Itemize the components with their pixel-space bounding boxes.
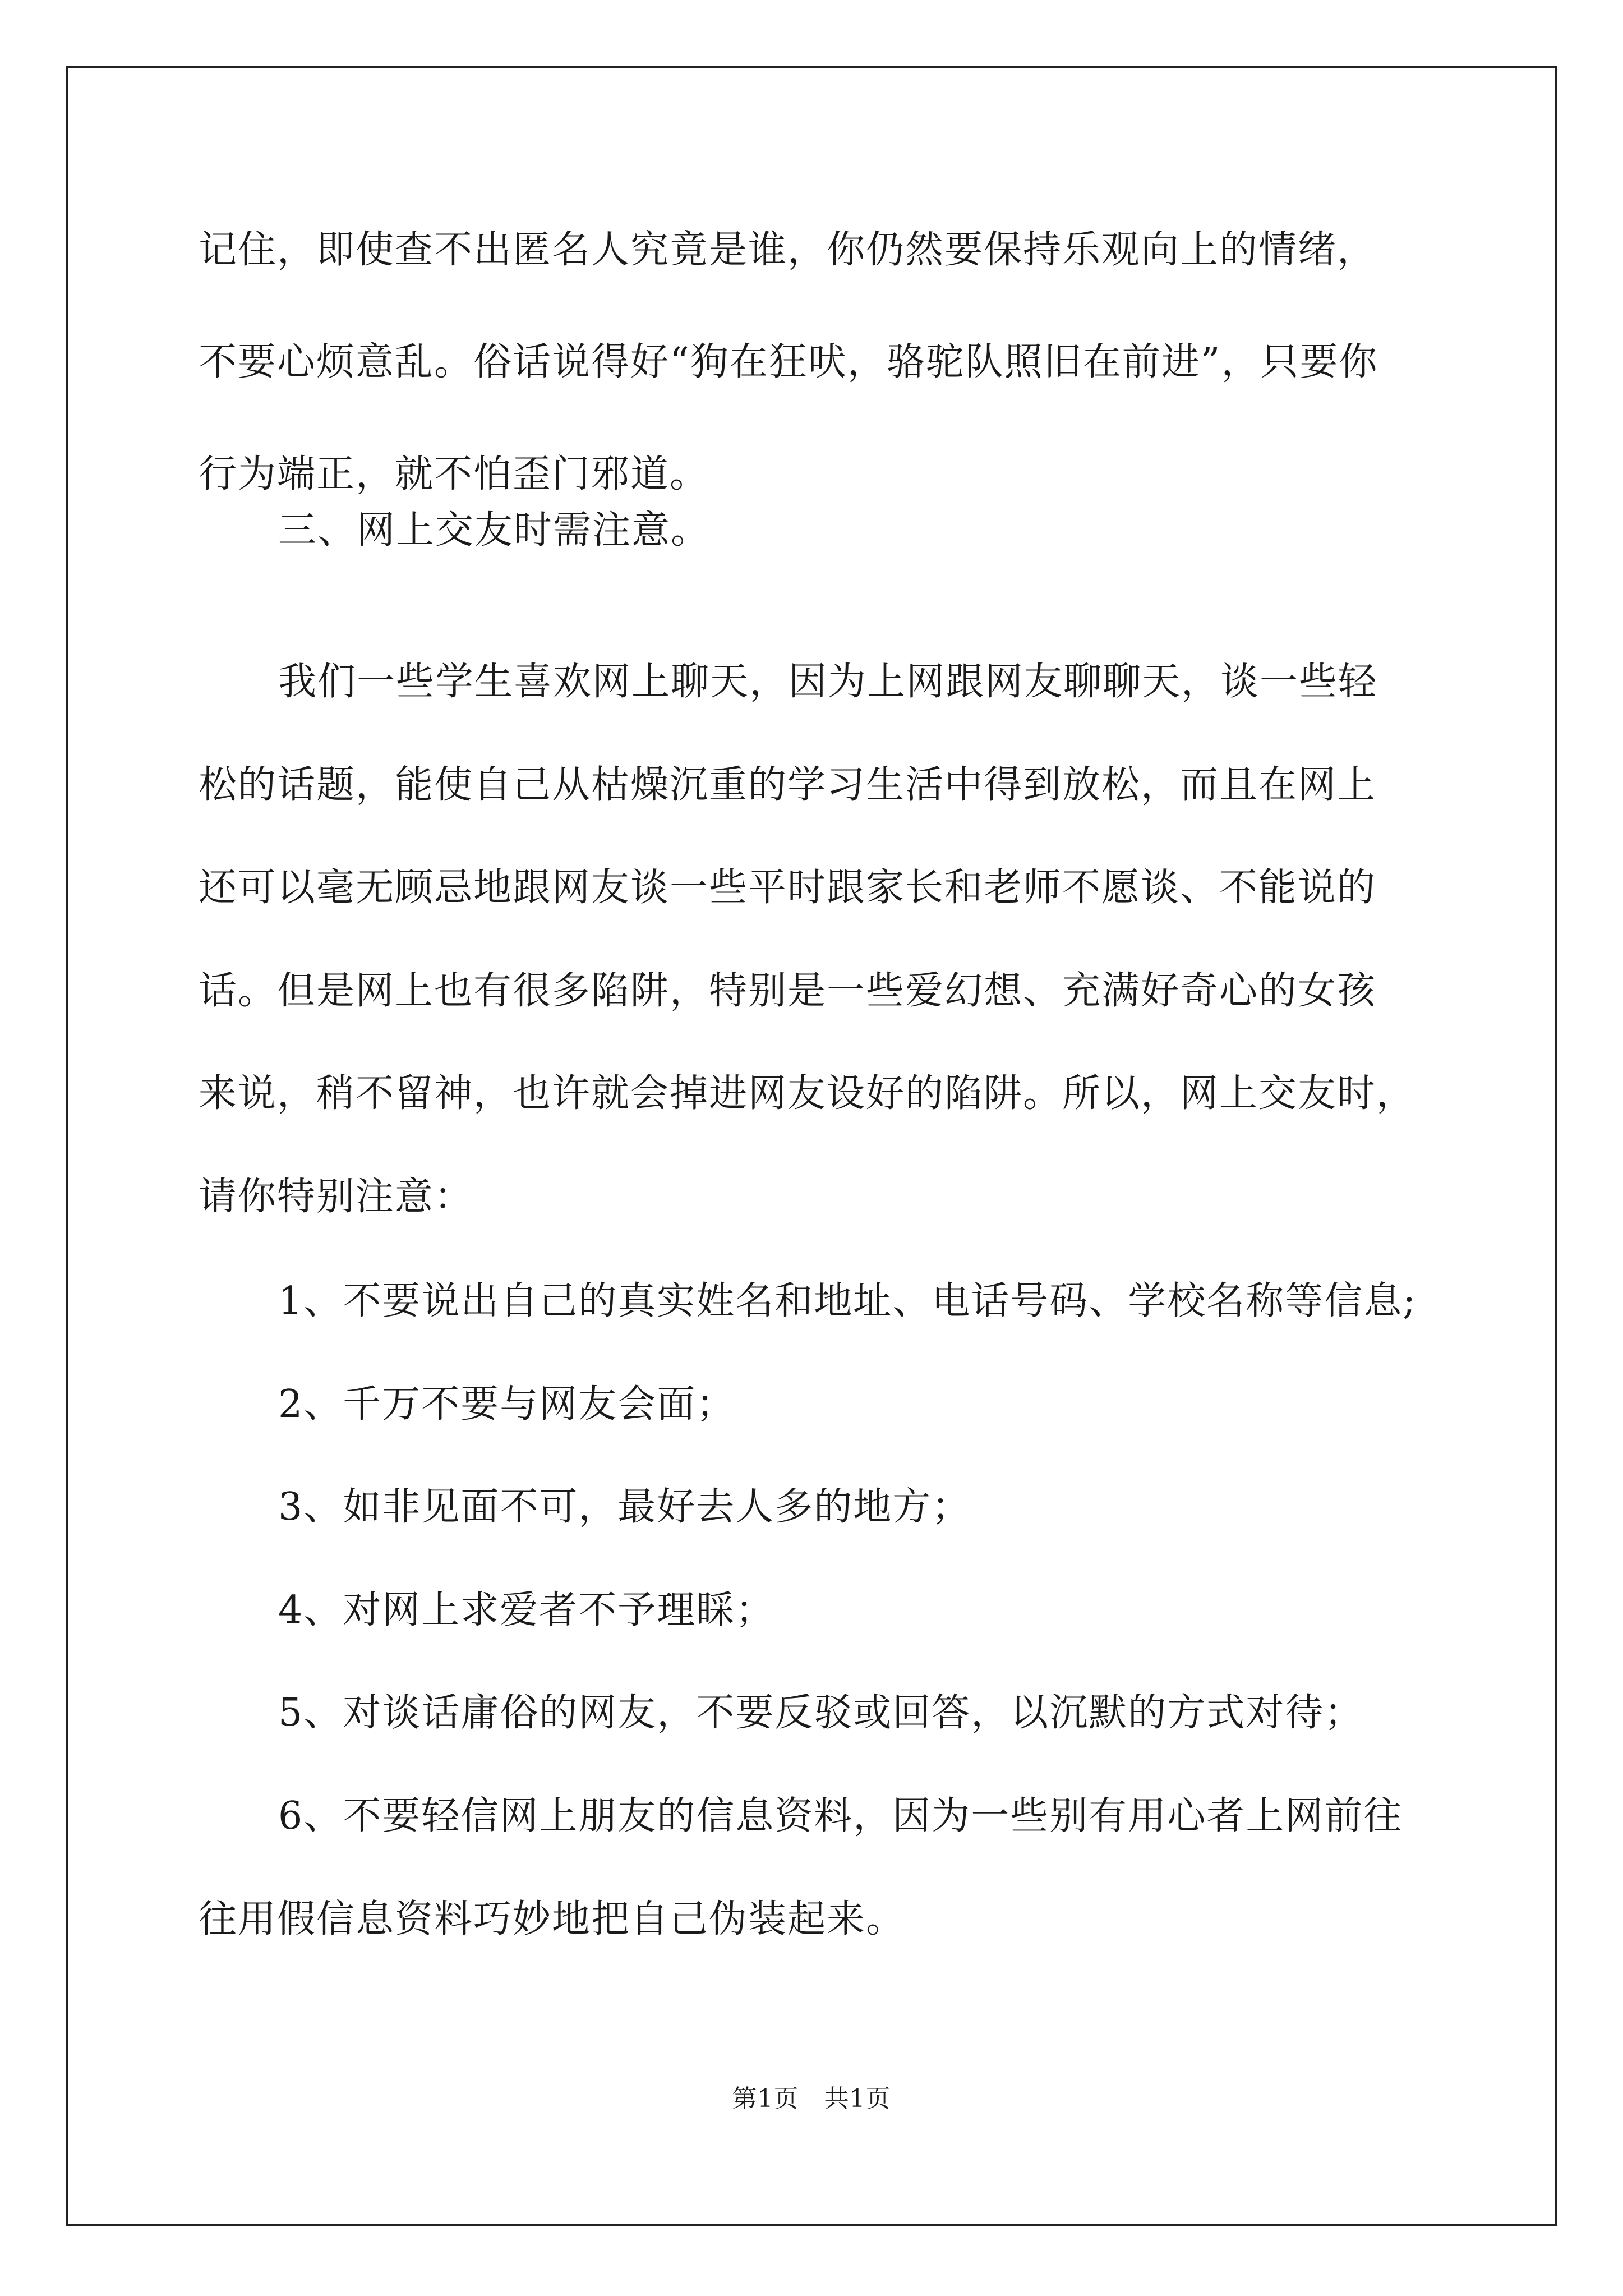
list-item: 3、如非见面不可，最好去人多的地方； xyxy=(278,1485,971,1529)
text-line: 来说，稍不留神，也许就会掉进网友设好的陷阱。所以，网上交友时， xyxy=(199,1071,1416,1116)
list-item: 2、千万不要与网友会面； xyxy=(278,1382,736,1427)
list-item: 5、对谈话庸俗的网友，不要反驳或回答，以沉默的方式对待； xyxy=(278,1691,1364,1735)
text-line: 还可以毫无顾忌地跟网友谈一些平时跟家长和老师不愿谈、不能说的 xyxy=(199,866,1377,910)
text-line: 不要心烦意乱。俗话说得好“狗在狂吠，骆驼队照旧在前进”，只要你 xyxy=(199,340,1378,384)
text-line: 松的话题，能使自己从枯燥沉重的学习生活中得到放松，而且在网上 xyxy=(199,763,1377,807)
list-item: 4、对网上求爱者不予理睬； xyxy=(278,1588,775,1632)
page-footer: 第1页 共1页 xyxy=(732,2085,891,2113)
list-item: 6、不要轻信网上朋友的信息资料，因为一些别有用心者上网前往 xyxy=(278,1794,1403,1838)
text-line: 话。但是网上也有很多陷阱，特别是一些爱幻想、充满好奇心的女孩 xyxy=(199,969,1377,1013)
text-line: 我们一些学生喜欢网上聊天，因为上网跟网友聊聊天，谈一些轻 xyxy=(278,660,1378,704)
list-item: 1、不要说出自己的真实姓名和地址、电话号码、学校名称等信息; xyxy=(278,1279,1417,1323)
text-line: 往用假信息资料巧妙地把自己伪装起来。 xyxy=(199,1897,906,1941)
section-heading: 三、网上交友时需注意。 xyxy=(278,508,711,553)
text-line: 记住，即使查不出匿名人究竟是谁，你仍然要保持乐观向上的情绪， xyxy=(199,228,1377,272)
text-line: 请你特别注意： xyxy=(199,1175,474,1219)
text-line: 行为端正，就不怕歪门邪道。 xyxy=(199,452,709,496)
